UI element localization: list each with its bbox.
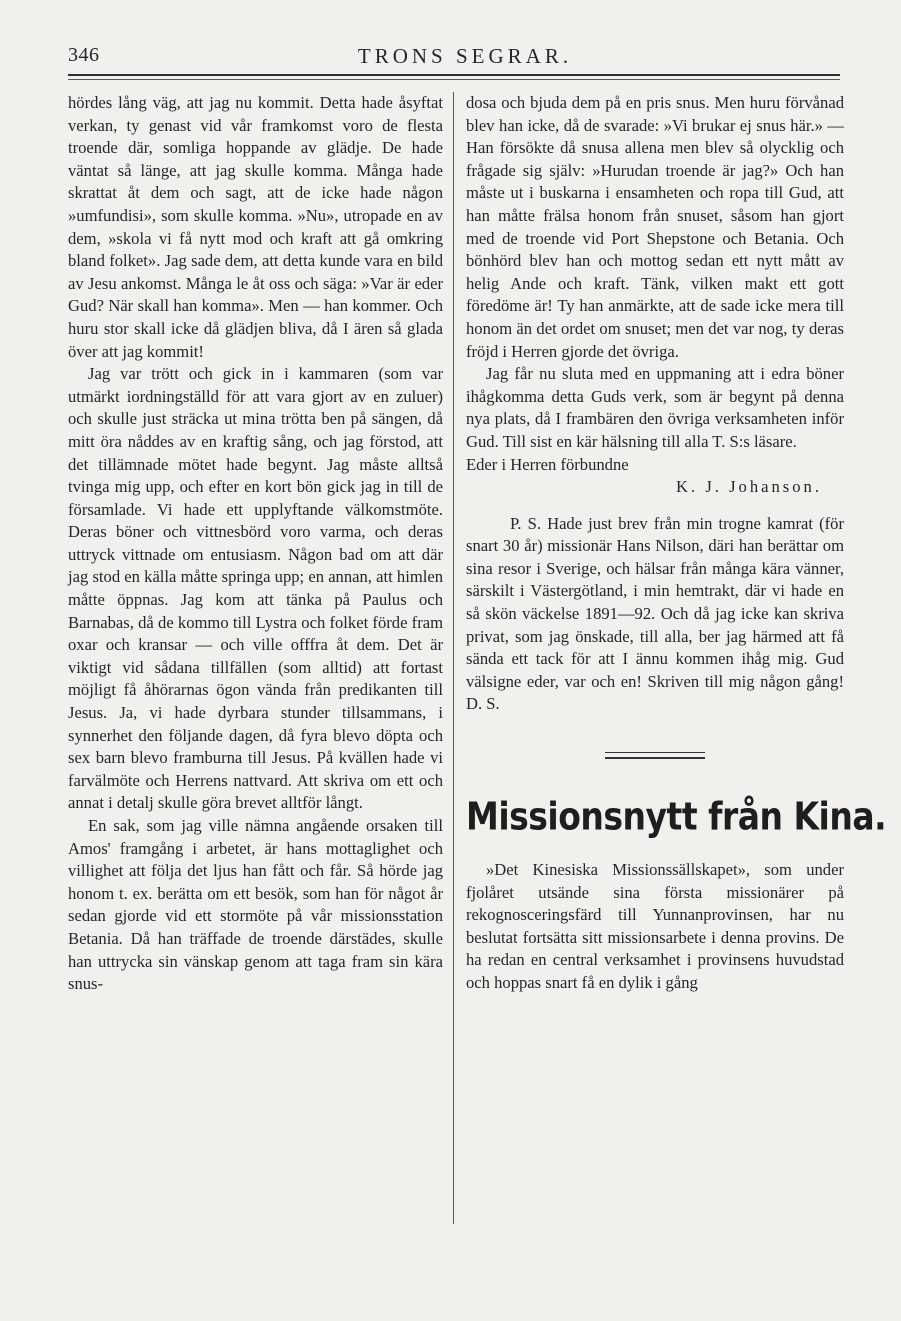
header-rule-thin [68,79,840,80]
column-divider [453,92,454,1224]
right-column [466,92,887,995]
running-title: TRONS SEGRAR. [357,44,573,68]
header-rule [68,74,840,76]
letter-signature: K. J. Johanson. [676,477,822,497]
left-paragraph-2: Jag var trött och gick in i kammaren (som var utmärkt iordningställd för att vara gjort av en zuluer) och skulle just sträcka ut mina trötta ben på sängen, då mitt öra nåddes av en kraftig sång, och jag förstod, att det tillämnade mötet hade begynt. Jag måste alltså tvinga mig upp, och efter en kort bön gick jag in till de församlade. Vi hade ett upplyftande välkomstmöte. Deras böner och vittnesbörd voro varma, och deras uttryck vittnade om entusiasm. Någon bad om att där jag stod en källa måtte springa upp; en annan, att himlen måtte öppnas. Jag kom att tänka på Paulus och Barnabas, då de kommo till Lystra och folket förde fram oxar och kransar — och ville offfra åt dem. Det är viktigt vid sådana tillfällen (som alltid) att fortast möjligt få åhörarnas ögon vända från predikanten till Jesus. Ja, vi hade dyrbara stunder tillsammans, i synnerhet den följande dagen, då fyra blevo döpta och sex barn blevo framburna till Jesus. På kvällen hade vi farvälmöte och Herrens nattvard. Att skriva om ett och annat i detalj skulle göra brevet alltför långt. [68,364,443,813]
left-column [68,92,443,996]
section-divider-double [605,757,705,759]
left-paragraph-1: hördes lång väg, att jag nu kommit. Detta hade åsyftat verkan, ty genast vid vår framkomst voro de flesta troende där, somliga hoppande av glädje. De hade väntat så länge, att jag skulle komma. Många hade skrattat åt dem och sagt, att de icke hade någon »umfundisi», som skulle komma. »Nu», utropade en av dem, »skola vi få nytt mod och kraft att gå omkring bland folket». Jag sade dem, att detta kunde vara en bild av Jesu ankomst. Många le åt oss och säga: »Var är eder Gud? När skall han komma». Men — han kommer. Och huru stor skall icke då glädjen bliva, då I ären så glada över att jag kommit! [68,93,443,361]
section-paragraph: »Det Kinesiska Missionssällskapet», som under fjolåret utsände sina första missionärer på rekognosceringsfärd till Yunnanprovinsen, har nu beslutat fortsätta sitt missionsarbete i denna provins. De ha redan en central verksamhet i provinsens huvudstad och hoppas snart få en dylik i gång [466,860,844,992]
left-paragraph-3: En sak, som jag ville nämna angående orsaken till Amos' framgång i arbetet, är hans mottaglighet och villighet att följa det ljus han fått och får. Så hörde jag honom t. ex. berätta om ett besök, som han för något år sedan gjorde vid ett stormöte på vår missionsstation Betania. Då han träffade de troende därstädes, skulle han uttrycka sin vänskap genom att taga fram sin kära snus- [68,816,443,994]
postscript: P. S. Hade just brev från min trogne kamrat (för snart 30 år) missionär Hans Nilson, däri han berättar om sina resor i Sverige, och hälsar från många kära vänner, särskilt i Västergötland, i min hemtrakt, där vi hade en så skön väckelse 1891—92. Och då jag icke kan skriva privat, som jag önskade, till alla, ber jag härmed att få sända ett tack för att I ännu kommen ihåg mig. Gud välsigne eder, var och en! Skriven till mig någon gång! D. S. [466,513,844,714]
page-number: 346 [68,44,100,66]
section-divider [605,752,705,753]
right-paragraph-2: Jag får nu sluta med en uppmaning att i edra böner ihågkomma detta Guds verk, som är begynt på denna nya plats, då I frambären den övriga verksamheten inför Gud. Till sist en kär hälsning till alla T. S:s läsare. [466,364,844,451]
section-heading: Missionsnytt från Kina. [466,794,887,839]
letter-closing: Eder i Herren förbundne [466,454,629,474]
right-paragraph-1: dosa och bjuda dem på en pris snus. Men huru förvånad blev han icke, då de svarade: »Vi brukar ej snus här.» — Han försökte då snusa allena men blev så olycklig och frågade sig själv: »Hurudan troende är jag?» Och han måste ut i buskarna i ensamheten och ropa till Gud, att han måtte frälsa honom från snuset, såsom han gjort med de troende vid Port Shepstone och Betania. Och bönhörd blev han och mottog sedan ett nytt mått av helig Ande och kraft. Tänk, vilken makt ett gott föredöme är! Ty han anmärkte, att de sade icke mera till honom än det ordet om snuset; men det var nog, ty deras fröjd i Herren gjorde det övriga. [466,93,844,361]
